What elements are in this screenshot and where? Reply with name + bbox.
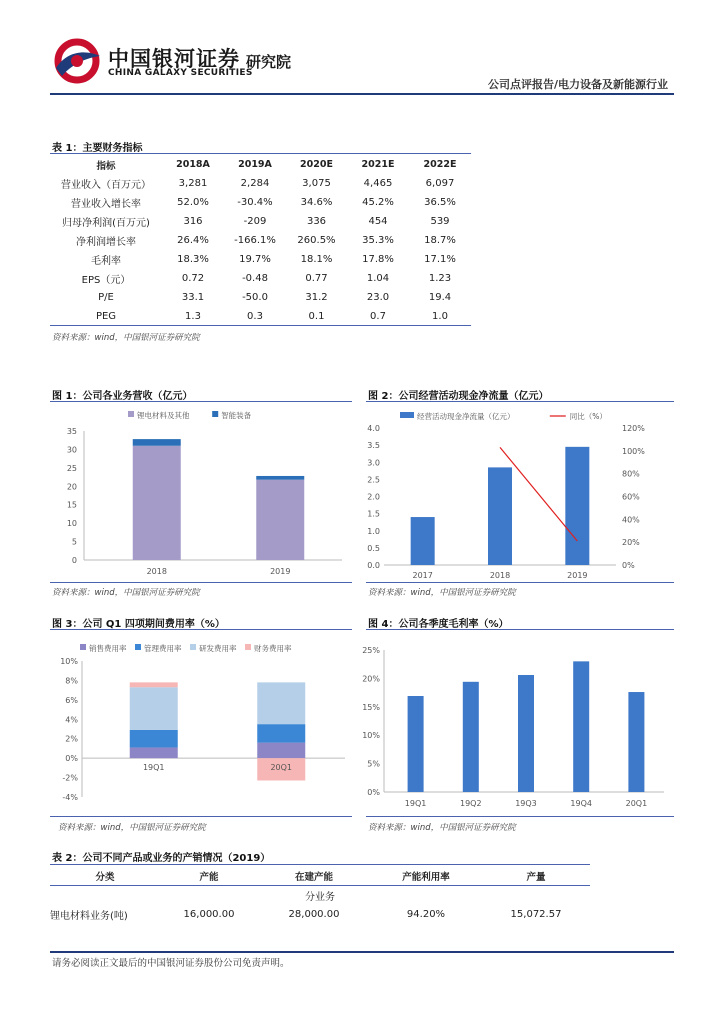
- table-cell: 17.1%: [424, 254, 456, 265]
- table-cell: -30.4%: [237, 197, 273, 208]
- table-cell: -50.0: [242, 292, 268, 303]
- bar: [565, 447, 589, 565]
- y-tick-label: 1.5: [367, 509, 380, 519]
- table-cell: 0.7: [370, 311, 386, 322]
- brand-name-cn: 中国银河证券: [108, 47, 240, 71]
- legend-label: 管理费用率: [144, 644, 182, 653]
- table1-col-header: 2022E: [423, 159, 457, 170]
- x-tick-label: 2018: [146, 567, 167, 576]
- bar-segment: [133, 439, 181, 446]
- bar: [518, 675, 534, 792]
- table-cell: 0.3: [247, 311, 263, 322]
- table2-col-header: 产能利用率: [402, 871, 450, 883]
- table1-bottom-rule: [50, 325, 471, 326]
- table-cell: 1.23: [428, 273, 452, 284]
- row-label: 营业收入增长率: [71, 199, 141, 210]
- row-label: 净利润增长率: [76, 237, 136, 248]
- chart1-business-revenue: [50, 403, 354, 581]
- table-cell: 0.77: [305, 273, 328, 284]
- y-tick-label: 5: [71, 537, 77, 547]
- table-cell: 33.1: [181, 292, 205, 303]
- table1-source: 资料来源：wind，中国银河证券研究院: [52, 333, 200, 343]
- y-tick-label: 0%: [65, 754, 78, 764]
- row-label: 毛利率: [91, 256, 121, 267]
- table-cell: -209: [243, 216, 267, 227]
- x-tick-label: 2018: [489, 571, 511, 580]
- table-cell: 4,465: [363, 178, 393, 189]
- legend-label: 同比（%）: [569, 412, 607, 421]
- legend-swatch: [212, 411, 218, 417]
- table-cell: 2,284: [240, 178, 270, 189]
- bar-segment: [257, 682, 305, 724]
- table-cell: 18.3%: [177, 254, 209, 265]
- row-label: EPS（元）: [81, 275, 131, 286]
- x-tick-label: 19Q3: [515, 799, 537, 808]
- bar: [408, 696, 424, 792]
- y-tick-label: 4.0: [367, 424, 380, 433]
- table-cell: 52.0%: [177, 197, 209, 208]
- x-tick-label: 19Q1: [142, 763, 165, 773]
- x-tick-label: 20Q1: [270, 763, 293, 773]
- y-tick-label: 1.0: [367, 526, 380, 536]
- table-cell: 45.2%: [362, 197, 394, 208]
- table-cell: 3,075: [302, 178, 331, 189]
- chart1-source: 资料来源：wind，中国银河证券研究院: [52, 588, 200, 598]
- x-tick-label: 19Q1: [404, 799, 427, 808]
- financial-indicators-table: [50, 155, 471, 326]
- disclaimer-note: 请务必阅读正文最后的中国银河证券股份公司免责声明。: [52, 958, 290, 969]
- footer-divider: [50, 951, 674, 953]
- chart2-title-rule: [366, 401, 674, 402]
- y-tick-label: -4%: [62, 793, 78, 802]
- bar: [411, 517, 435, 565]
- y-tick-label: 3.0: [367, 458, 380, 468]
- y-tick-label: 20%: [362, 674, 380, 684]
- table-cell: -0.48: [242, 273, 268, 284]
- chart4-bottom-rule: [366, 816, 674, 817]
- institute-label: 研究院: [246, 53, 292, 71]
- legend-label: 经营活动现金净流量（亿元）: [417, 412, 515, 421]
- legend-swatch: [190, 644, 196, 650]
- y-tick-label: 10%: [362, 731, 380, 741]
- table-cell: 23.0: [366, 292, 390, 303]
- x-tick-label: 2017: [412, 571, 433, 580]
- y2-tick-label: 40%: [622, 515, 640, 525]
- legend-label: 智能装备: [221, 411, 252, 420]
- table-cell: 18.1%: [300, 254, 333, 265]
- y-tick-label: 0: [71, 556, 77, 565]
- bar-segment: [130, 682, 178, 687]
- y-tick-label: 10: [66, 519, 77, 529]
- chart4-title-rule: [366, 629, 674, 630]
- table1-col-header: 2021E: [361, 159, 395, 170]
- table2-cell: 锂电材料业务(吨): [50, 911, 128, 922]
- table-cell: 6,097: [425, 178, 455, 189]
- x-tick-label: 2019: [270, 567, 291, 576]
- bar-segment: [256, 480, 304, 560]
- y-tick-label: 30: [66, 445, 77, 455]
- legend-label: 锂电材料及其他: [137, 411, 190, 420]
- y-tick-label: 6%: [65, 695, 78, 705]
- table2-section-label: 分业务: [305, 892, 335, 903]
- table-cell: 336: [306, 216, 327, 227]
- table1-col-header: 2020E: [300, 159, 333, 170]
- table-cell: 18.7%: [424, 235, 456, 246]
- bar: [628, 692, 644, 792]
- table-row: [50, 307, 471, 326]
- table-row: [50, 269, 471, 288]
- table-cell: -166.1%: [234, 235, 276, 246]
- table-cell: 260.5%: [297, 235, 336, 246]
- table-row: [50, 174, 471, 193]
- bar-segment: [257, 743, 305, 759]
- report-type: 公司点评报告/电力设备及新能源行业: [487, 78, 668, 91]
- row-label: P/E: [98, 292, 114, 303]
- chart2-title: 图 2：公司经营活动现金净流量（亿元）: [368, 391, 549, 402]
- legend-swatch: [135, 644, 141, 650]
- y-tick-label: 8%: [65, 676, 78, 686]
- legend-swatch: [128, 411, 134, 417]
- chart1-title-rule: [50, 401, 352, 402]
- bar: [463, 682, 479, 792]
- legend-swatch: [80, 644, 86, 650]
- y-tick-label: 4%: [65, 715, 78, 725]
- table-cell: 31.2: [305, 292, 328, 303]
- legend-swatch: [245, 644, 251, 650]
- table2-cell: 15,072.57: [510, 909, 562, 920]
- y-tick-label: 5%: [367, 759, 380, 769]
- chart3-title-rule: [50, 629, 352, 630]
- table-cell: 539: [430, 216, 450, 227]
- y-tick-label: 0%: [367, 788, 380, 797]
- table-cell: 19.4: [428, 292, 452, 303]
- y-tick-label: 15: [66, 500, 77, 510]
- table-cell: 454: [368, 216, 388, 227]
- chart2-bottom-rule: [366, 582, 674, 583]
- company-logo: [50, 38, 104, 84]
- table-cell: 36.5%: [424, 197, 456, 208]
- header-divider: [50, 93, 674, 95]
- x-tick-label: 19Q4: [570, 799, 592, 808]
- y2-tick-label: 100%: [622, 446, 645, 456]
- chart1-title: 图 1：公司各业务营收（亿元）: [52, 391, 193, 402]
- row-label: 归母净利润(百万元): [62, 218, 150, 229]
- table-cell: 35.3%: [362, 235, 394, 246]
- chart3-title: 图 3：公司 Q1 四项期间费用率（%）: [52, 619, 225, 630]
- bar-segment: [257, 724, 305, 742]
- production-sales-table: [50, 866, 590, 924]
- table2-cell: 16,000.00: [183, 909, 235, 920]
- table-cell: 0.1: [308, 311, 325, 322]
- chart4-quarterly-gross-margin: [362, 631, 674, 815]
- chart4-title: 图 4：公司各季度毛利率（%）: [368, 619, 509, 630]
- chart2-operating-cashflow: [366, 403, 674, 581]
- table-cell: 0.72: [181, 273, 205, 284]
- y-tick-label: -2%: [62, 773, 78, 783]
- y-tick-label: 25: [66, 463, 77, 473]
- table-row: [50, 288, 471, 307]
- table2-top-rule: [50, 864, 590, 865]
- chart1-bottom-rule: [50, 582, 352, 583]
- chart2-source: 资料来源：wind，中国银河证券研究院: [368, 588, 516, 598]
- legend-label: 研发费用率: [199, 644, 237, 653]
- brand-name-en: CHINA GALAXY SECURITIES: [108, 68, 253, 78]
- table1-header-row: [50, 155, 471, 174]
- table2-col-header: 产量: [526, 871, 546, 883]
- y-tick-label: 25%: [362, 646, 380, 655]
- legend-label: 销售费用率: [89, 644, 127, 653]
- table2-col-header: 在建产能: [294, 871, 333, 883]
- table2-title: 表 2：公司不同产品或业务的产销情况（2019）: [52, 853, 271, 864]
- x-tick-label: 20Q1: [625, 799, 648, 808]
- bar-segment: [133, 446, 181, 560]
- table-cell: 3,281: [178, 178, 208, 189]
- table2-col-header: 分类: [95, 871, 115, 883]
- table-row: [50, 193, 471, 212]
- chart4-source: 资料来源：wind，中国银河证券研究院: [368, 823, 516, 833]
- table-cell: 1.3: [185, 311, 201, 322]
- y-tick-label: 20: [66, 482, 77, 492]
- chart3-source: 资料来源：wind，中国银河证券研究院: [58, 823, 206, 833]
- y-tick-label: 15%: [362, 702, 380, 712]
- table1-title: 表 1：主要财务指标: [52, 143, 143, 154]
- table2-cell: 28,000.00: [288, 909, 340, 920]
- y-tick-label: 2.0: [367, 492, 380, 502]
- legend-swatch: [400, 412, 414, 418]
- bar: [573, 661, 589, 792]
- table1-col-header: 2018A: [176, 159, 210, 170]
- y-tick-label: 2.5: [367, 475, 380, 485]
- table-row: [50, 231, 471, 250]
- row-label: PEG: [95, 311, 117, 322]
- table-cell: 34.6%: [300, 197, 333, 208]
- y-tick-label: 35: [66, 427, 77, 436]
- table1-col-header: 指标: [96, 160, 116, 172]
- bar: [488, 467, 512, 565]
- table-cell: 1.04: [366, 273, 390, 284]
- table2-cell: 94.20%: [406, 909, 446, 920]
- table-cell: 17.8%: [362, 254, 394, 265]
- y-tick-label: 3.5: [367, 441, 380, 451]
- bar-segment: [130, 730, 178, 747]
- table-row: [50, 905, 590, 924]
- bar-segment: [130, 687, 178, 730]
- table1-top-rule: [50, 153, 471, 154]
- y2-tick-label: 0%: [622, 561, 635, 570]
- table-cell: 26.4%: [177, 235, 209, 246]
- y-tick-label: 10%: [60, 657, 78, 666]
- chart3-q1-expense-ratios: [50, 631, 354, 815]
- legend-label: 财务费用率: [254, 644, 292, 653]
- table1-col-header: 2019A: [238, 159, 272, 170]
- x-tick-label: 19Q2: [460, 799, 482, 808]
- y-tick-label: 0.0: [367, 561, 380, 570]
- y2-tick-label: 80%: [622, 469, 640, 479]
- row-label: 营业收入（百万元）: [61, 180, 151, 191]
- y-tick-label: 2%: [65, 734, 78, 744]
- table2-col-header: 产能: [199, 871, 219, 883]
- chart3-bottom-rule: [50, 816, 352, 817]
- table-row: [50, 250, 471, 269]
- table-cell: 1.0: [432, 311, 448, 322]
- y2-tick-label: 120%: [622, 424, 645, 433]
- x-tick-label: 2019: [567, 571, 588, 580]
- y2-tick-label: 20%: [622, 538, 640, 548]
- y2-tick-label: 60%: [622, 492, 640, 502]
- table-cell: 316: [183, 216, 203, 227]
- table2-section-row: [50, 886, 590, 906]
- table-cell: 19.7%: [239, 254, 271, 265]
- bar-segment: [256, 476, 304, 480]
- table-row: [50, 212, 471, 231]
- table2-header-row: [50, 866, 590, 886]
- y-tick-label: 0.5: [367, 543, 380, 553]
- bar-segment: [130, 747, 178, 758]
